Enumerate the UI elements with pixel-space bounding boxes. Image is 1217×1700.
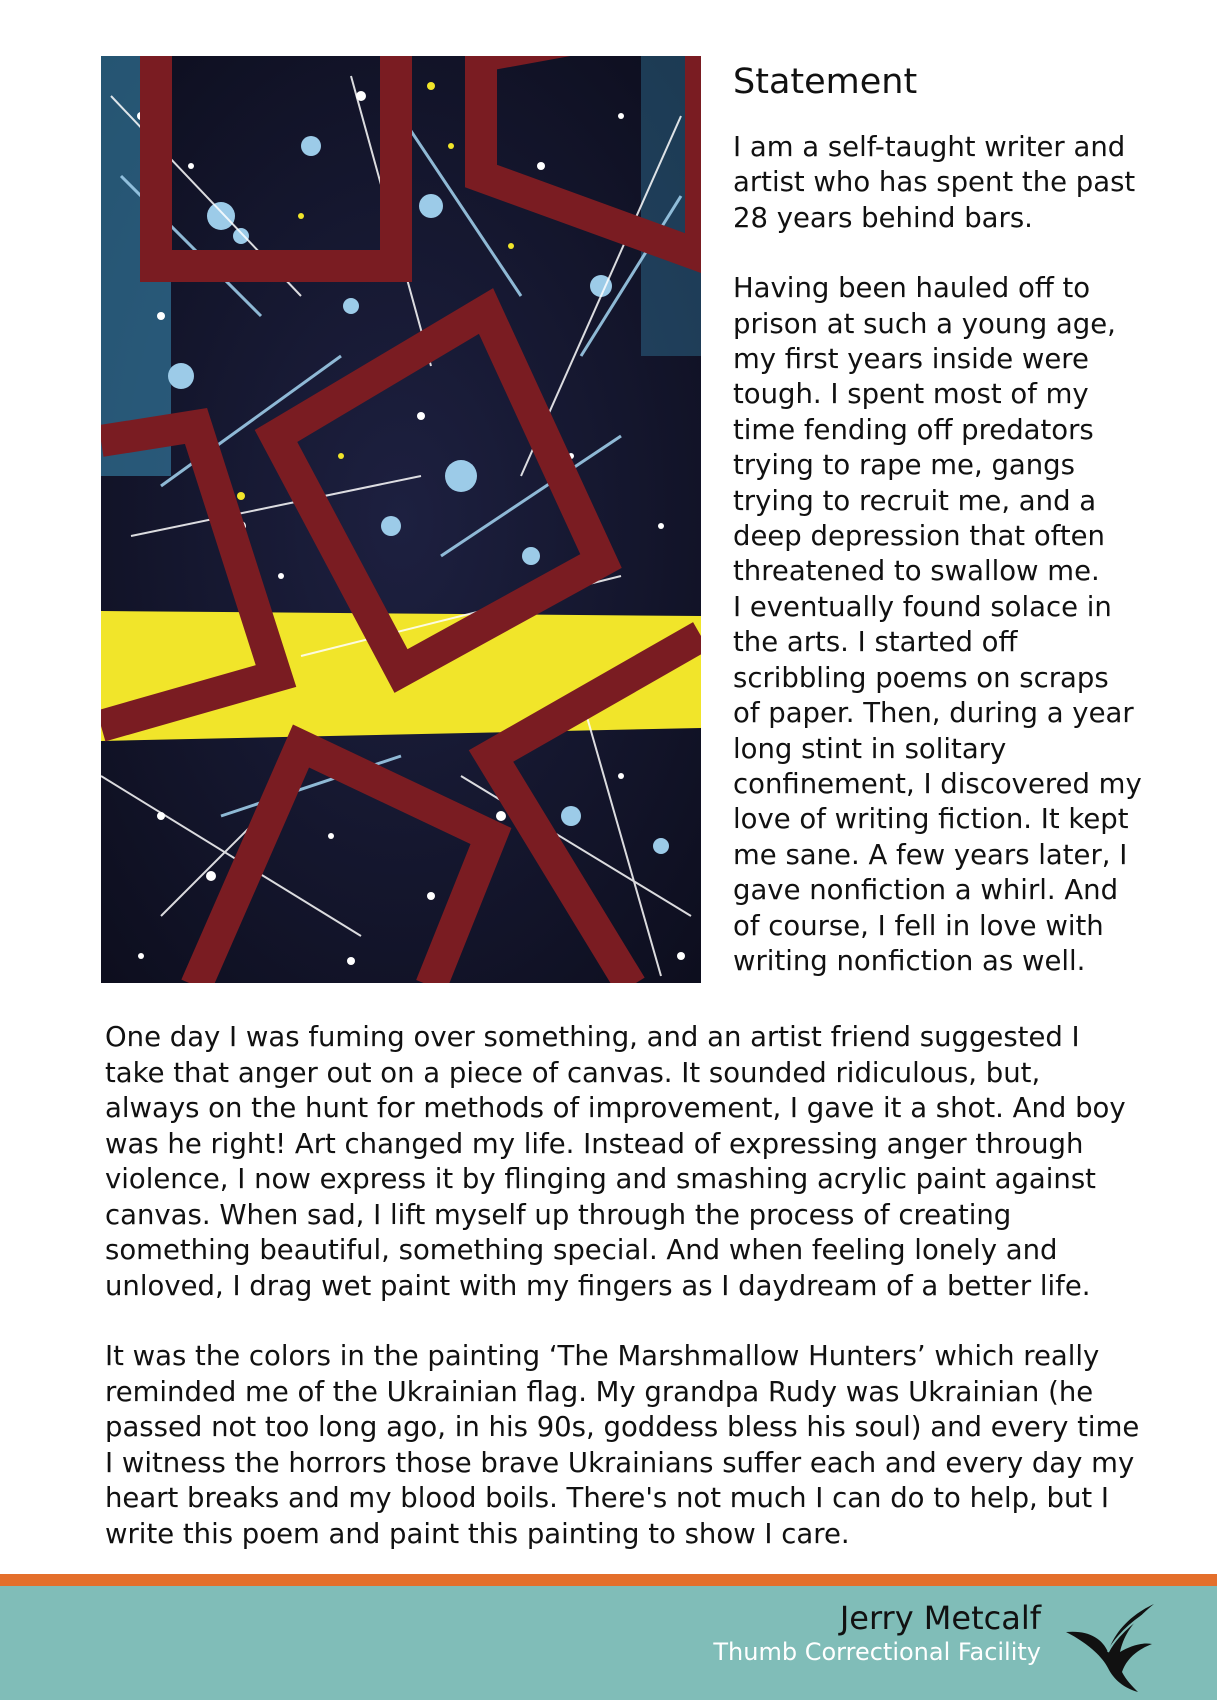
painting-image	[101, 56, 701, 983]
facility-name: Thumb Correctional Facility	[713, 1638, 1041, 1666]
painting-artwork	[101, 56, 701, 983]
bird-logo-icon	[1062, 1594, 1158, 1694]
body-paragraph: One day I was fuming over something, and an artist friend suggested I take that anger out on a piece of canvas. It sounded ridiculous, but, always on the hunt for methods of improvement, I gave it a shot. And boy was he right! Art changed my life. Instead of expressing anger through violence, I now express it by flinging and smashing acrylic paint against canvas. When sad, I lift myself up through the process of creating something beautiful, something special. And when feeling lonely and unloved, I drag wet paint with my fingers as I daydream of a better life.	[105, 1021, 1126, 1302]
statement-paragraph: Having been hauled off to prison at such a young age, my first years inside were tough. I spent most of my time fending off predators trying to rape me, gangs trying to recruit me, and a deep depression that often threatened to swallow me. I eventually found solace in the arts. I started off scribbling poems on scraps of paper. Then, during a year long stint in solitary confinement, I discovered my love of writing fiction. It kept me sane. A few years later, I gave nonfiction a whirl. And of course, I fell in love with writing nonfiction as well.	[733, 272, 1142, 977]
body-paragraph: It was the colors in the painting ‘The Marshmallow Hunters’ which really reminded me of the Ukrainian flag. My grandpa Rudy was Ukrainian (he passed not too long ago, in his 90s, goddess bless his soul) and every time I witness the horrors those brave Ukrainians suffer each and every day my heart breaks and my blood boils. There's not much I can do to help, but I write this poem and paint this painting to show I care.	[105, 1340, 1140, 1550]
footer-stripe	[0, 1574, 1217, 1586]
statement-paragraph: I am a self-taught writer and artist who has spent the past 28 years behind bars.	[733, 131, 1136, 234]
author-name: Jerry Metcalf	[839, 1599, 1041, 1637]
footer	[0, 1586, 1217, 1700]
body-text	[105, 1020, 1205, 1552]
statement-heading: Statement	[733, 62, 918, 102]
statement-column	[733, 60, 1203, 979]
